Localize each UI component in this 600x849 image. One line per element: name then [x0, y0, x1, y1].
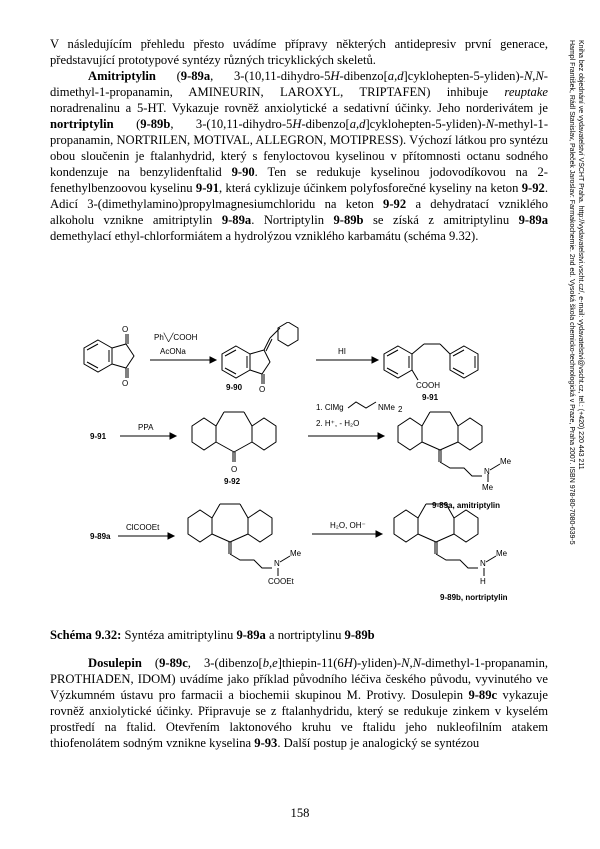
- page-number: 158: [290, 806, 310, 820]
- label-9-89b: 9-89b, nortriptylin: [440, 593, 508, 602]
- label-9-91: 9-91: [422, 393, 439, 402]
- paragraph-intro: V následujícím přehledu přesto uvádíme přípravy některých antidepresiv první generace, představující prototypové syntézy různých tricyklických skeletů.: [50, 37, 548, 67]
- side-note: [563, 40, 585, 600]
- reagent-nme2-subscript: 2: [398, 405, 403, 414]
- reagent-ppa: PPA: [138, 423, 154, 432]
- atom-me: Me: [496, 549, 508, 558]
- reagent-grignard: 1. ClMg: [316, 403, 344, 412]
- atom-me: Me: [482, 483, 494, 492]
- side-note-line-1: Hampl František, Rádl Stanislav, Paleček Jaroslav: Farmakochemie. 2nd ed. Vysoká škola chemicko-technologická v Praze, Praha 2007. ISBN 978-80-7080-639-5: [568, 40, 575, 545]
- atom-n: N: [274, 559, 280, 568]
- phthalic-anhydride-structure: [84, 334, 134, 378]
- reagent-acona: AcONa: [160, 347, 186, 356]
- reagent-hi: HI: [338, 347, 346, 356]
- label-9-92: 9-92: [224, 477, 241, 486]
- atom-o: O: [122, 325, 129, 334]
- label-9-89a: 9-89a, amitriptylin: [432, 501, 501, 510]
- atom-cooet: COOEt: [268, 577, 294, 586]
- atom-n: N: [480, 559, 486, 568]
- label-9-89a-start: 9-89a: [90, 532, 111, 541]
- atom-o: O: [259, 385, 266, 394]
- reaction-scheme: [76, 322, 546, 604]
- reagent-clcooet: ClCOOEt: [126, 523, 160, 532]
- atom-me: Me: [500, 457, 512, 466]
- paragraph-dosulepin: Dosulepin (9-89c, 3-(dibenzo[b,e]thiepin-11(6H)-yliden)-N,N-dimethyl-1-propanamin, PROTHIADEN, IDOM) uvádíme jako příklad původního léčiva českého původu, vyvinutého ve Výzkumném ústavu pro farmacii a biochemii skupinou M. Protivy. Dosulepin 9-89c vykazuje rovněž anxiolytické účinky. Připravuje se z ftalanhydridu, který se redukuje zinkem v kyselém prostředí na ftalid. Otevřením laktonového kruhu ve ftalidu jeho nukleofilním atakem thiofenolátem sodným vznikne kyselina 9-93. Další postup je analogický se syntézou: [50, 656, 549, 750]
- dibenzosuberone-structure: [192, 412, 276, 462]
- propyl-chain: [348, 402, 376, 408]
- label-9-90: 9-90: [226, 383, 243, 392]
- reagent-hydrolysis: H₂O, OH⁻: [330, 521, 366, 530]
- reagent-phenylacetic-acid: Ph╲╱COOH: [154, 333, 198, 342]
- atom-o: O: [122, 379, 129, 388]
- phenethylbenzoic-acid-structure: [384, 344, 478, 380]
- atom-o: O: [231, 465, 238, 474]
- reagent-acid-workup: 2. H⁺, - H₂O: [316, 419, 360, 428]
- label-9-91-start: 9-91: [90, 432, 107, 441]
- atom-h: H: [480, 577, 486, 586]
- scheme-caption: Schéma 9.32: Syntéza amitriptylinu 9-89a a nortriptylinu 9-89b: [50, 628, 375, 642]
- atom-cooh: COOH: [416, 381, 440, 390]
- atom-n: N: [484, 467, 490, 476]
- atom-me: Me: [290, 549, 302, 558]
- paragraph-amitriptylin: Amitriptylin (9-89a, 3-(10,11-dihydro-5H-dibenzo[a,d]cyklohepten-5-yliden)-N,N-dimethyl-1-propanamin, AMINEURIN, LAROXYL, TRIPTAFEN) inhibuje reuptake noradrenalinu a 5-HT. Vykazuje rovněž anxiolytické a sedativní účinky. Jeho norderivátem je nortriptylin (9-89b, 3-(10,11-dihydro-5H-dibenzo[a,d]cyklohepten-5-yliden)-N-methyl-1-propanamin, NORTRILEN, MOTIVAL, ALLEGRON, MOTIPRESS). Výchozí látkou pro syntézu obou sloučenin je ftalanhydrid, který s fenyloctovou kyselinou v přítomnosti octanu sodného kondenzuje na benzylidenftalid 9-90. Ten se redukuje kyselinou jodovodíkovou na 2-fenethylbenzoovou kyselinu 9-91, která cyklizuje účinkem polyfosforečné kyseliny na keton 9-92. Adicí 3-(dimethylamino)propylmagnesiumchloridu na keton 9-92 a dehydratací vzniklého alkoholu vznikne amitriptylin 9-89a. Nortriptylin 9-89b se získá z amitriptylinu 9-89a demethylací ethyl-chlorformiátem a hydrolýzou vzniklého karbamátu (schéma 9.32).: [50, 69, 549, 243]
- side-note-line-2: Kniha bez objednání ve vydavatelství VŠCHT Praha. http://vydavatelstvi.vscht.cz/, e-mail: vydavatelstvi@vscht.cz, tel.: (+420) 220 443 211: [577, 40, 584, 470]
- reagent-nme2: NMe: [378, 403, 395, 412]
- benzylidenephthalide-structure: [222, 322, 298, 384]
